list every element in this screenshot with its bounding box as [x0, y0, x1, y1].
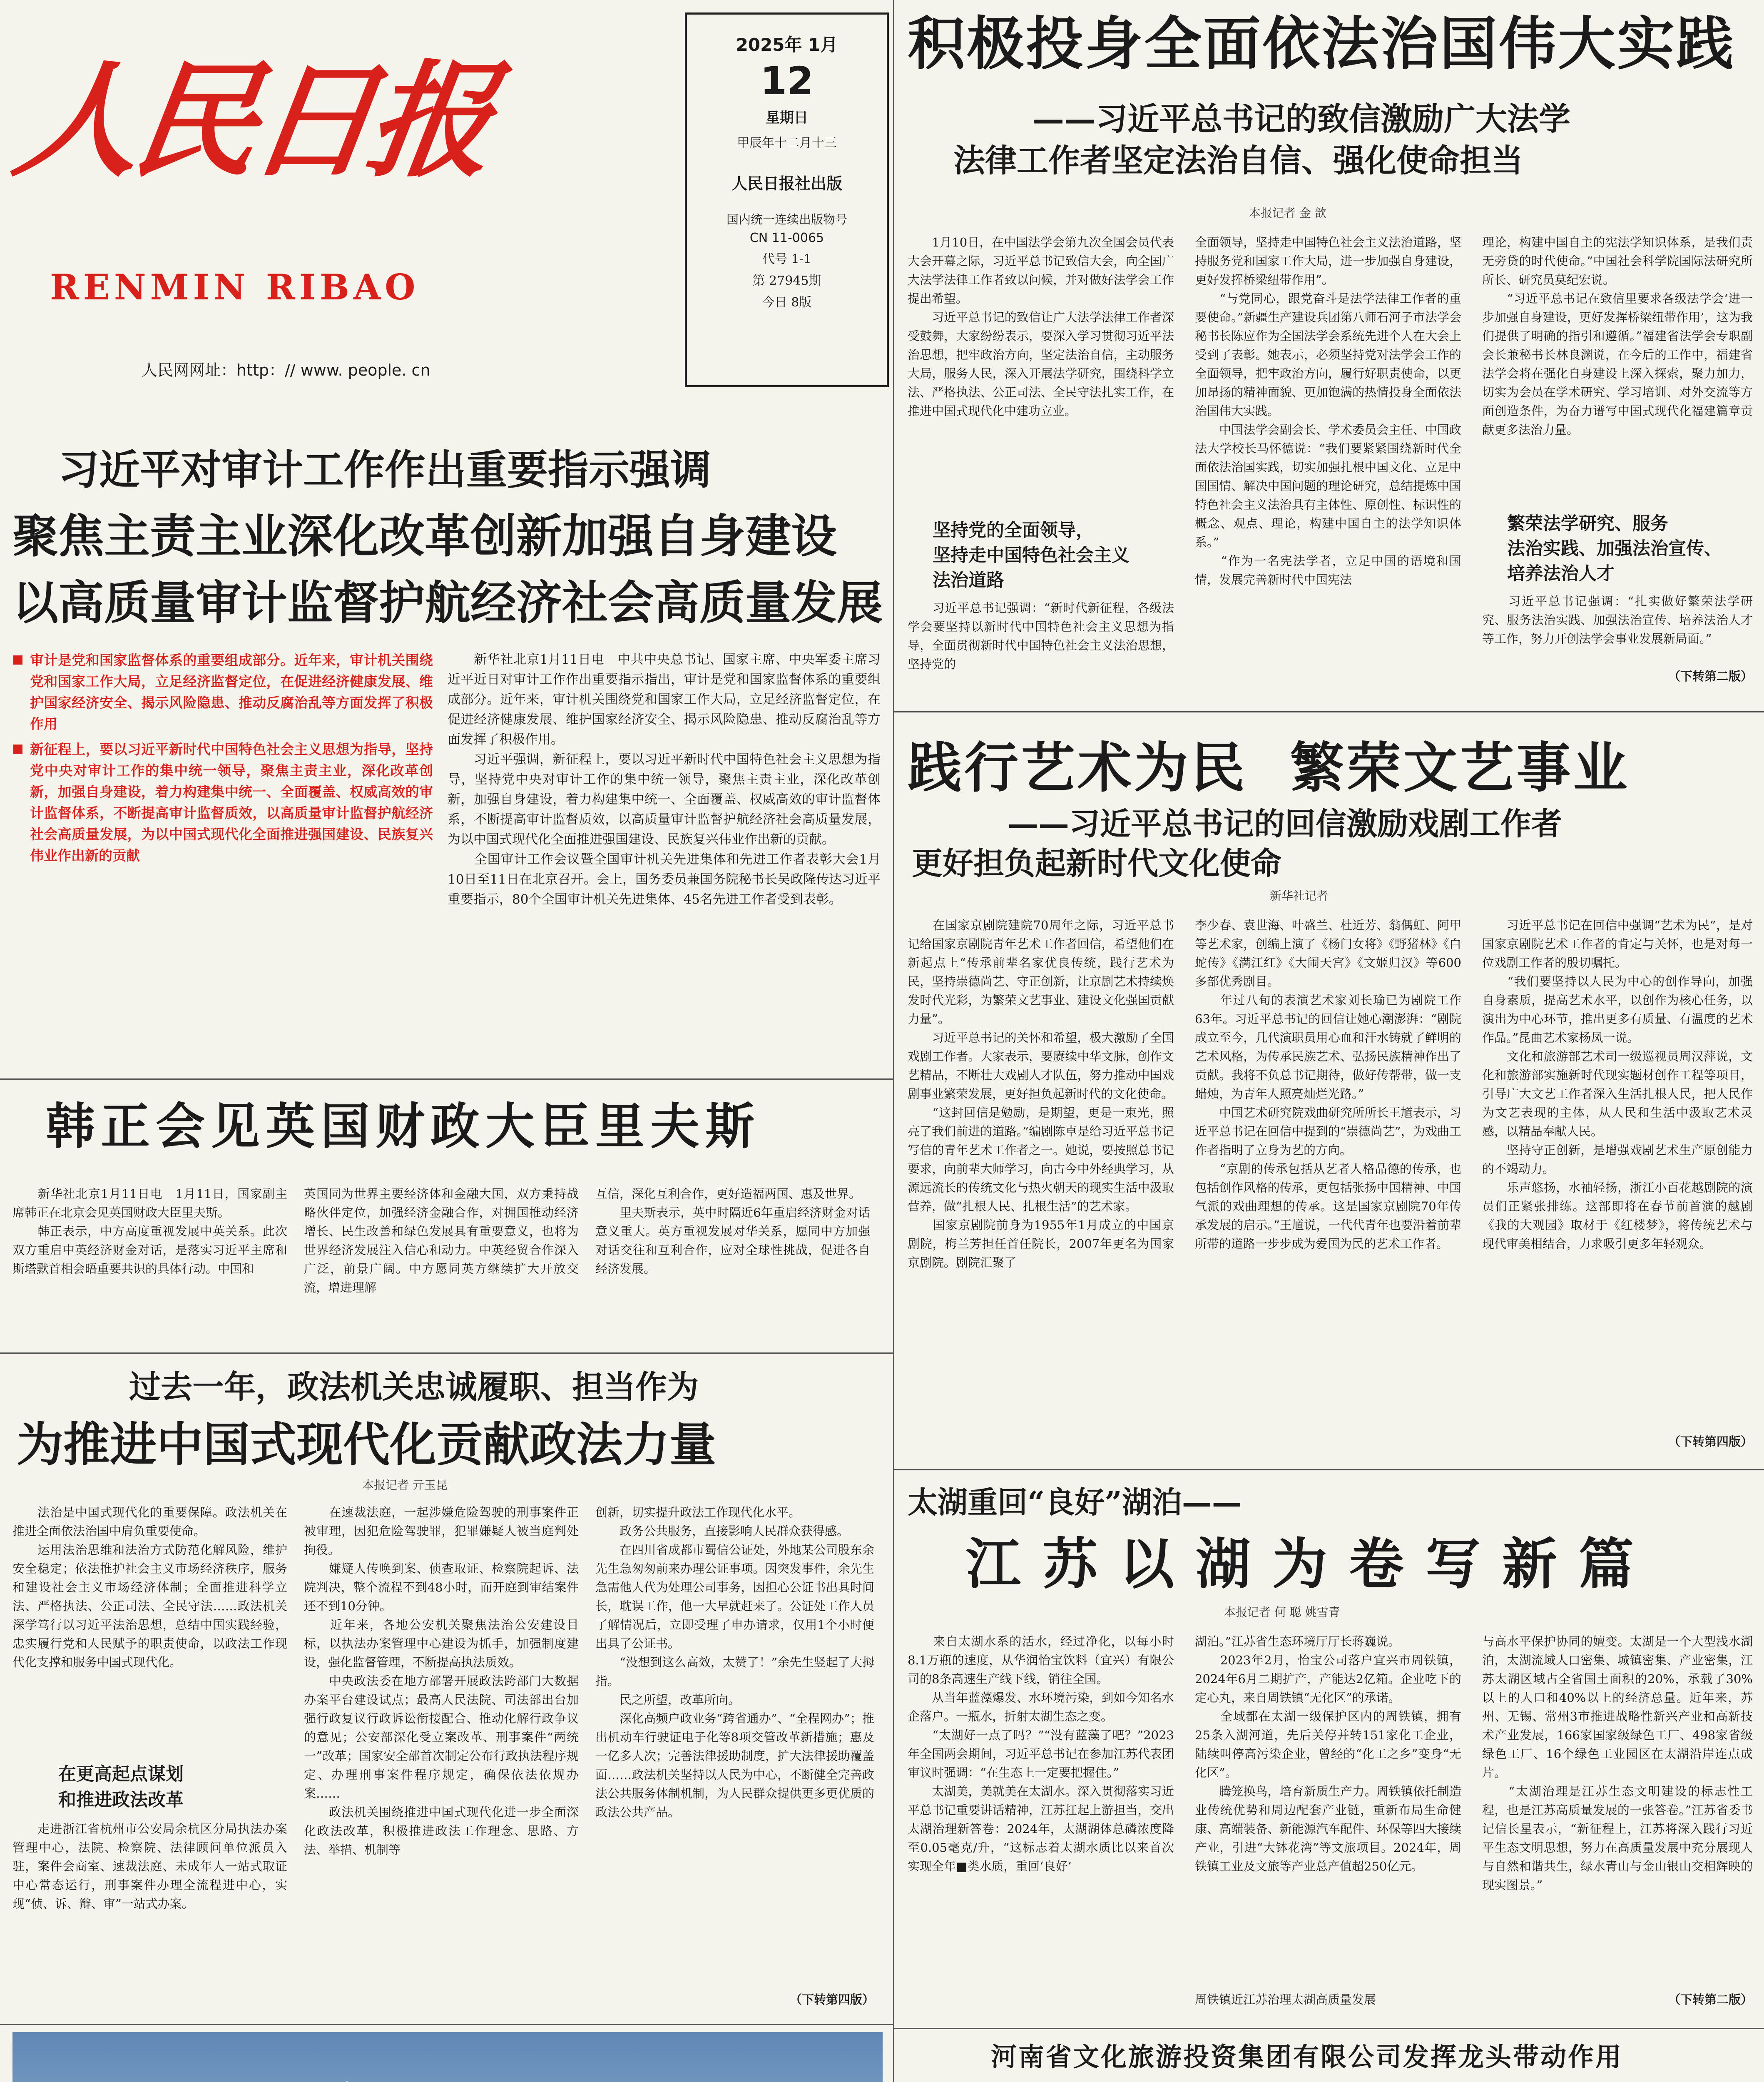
article-legal-subhead-1: 坚持党的全面领导， 坚持走中国特色社会主义 法治道路 [933, 520, 1130, 591]
wind-farm-illustration [12, 2032, 883, 2082]
article-taihu-photo-label: 周铁镇近江苏治理太湖高质量发展 [1195, 1992, 1376, 2007]
article-legal-subtitle-2: 法律工作者坚定法治自信、强化使命担当 [953, 142, 1523, 179]
article-arts-jump[interactable]: （下转第四版） [1668, 1434, 1753, 1449]
masthead-website[interactable]: 人民网网址：http：// www. people. cn [142, 361, 430, 379]
article-meeting[interactable] [12, 1087, 883, 1345]
article-arts-byline: 新华社记者 [1270, 889, 1329, 903]
article-legal-col3b: 习近平总书记强调：“扎实做好繁荣法学研究、服务法治实践、加强法治宣传、培养法治人才等工作，努力开创法学会事业发展新局面。” [1482, 594, 1753, 646]
masthead-logo [6, 12, 516, 246]
article-audit-bullets [12, 650, 433, 870]
article-meeting-title: 韩正会见英国财政大臣里夫斯 [46, 1097, 761, 1155]
article-politics-law-col2: 在速裁法庭，一起涉嫌危险驾驶的刑事案件正被审理，因犯危险驾驶罪，犯罪嫌疑人被当庭判处拘役。 嫌疑人传唤到案、侦查取证、检察院起诉、法院判决，整个流程不到48小时，而开庭到审结案件还不到10分钟。 近年来，各地公安机关聚焦法治公安建设目标，以执法办案管理中心建设为抓手，加强制度建设，强化监督管理，不断提高执法质效。 中央政法委在地方部署开展政法跨部门大数据办案平台建设试点；最高人民法院、司法部出台加强行政复议行政诉讼衔接配合、推动化解行政争议的意见；公安部深化受立案改革、刑事案件“两统一”改革；国家安全部首次制定公布行政执法程序规定、办理刑事案件程序规定，确保依法依规办案…… 政法机关围绕推进中国式现代化进一步全面深化政法改革，积极推进政法工作理念、思路、方法、举措、机制等 [304, 1505, 579, 1857]
article-arts-col1: 在国家京剧院建院70周年之际，习近平总书记给国家京剧院青年艺术工作者回信，希望他们在新起点上“传承前辈名家优良传统，践行艺术为民，坚持崇德尚艺、守正创新，让京剧艺术持续焕发时代光彩，为繁荣文艺事业、建设文化强国贡献力量”。 习近平总书记的关怀和希望，极大激励了全国戏剧工作者。大家表示，要赓续中华文脉，创作文艺精品，不断壮大戏剧人才队伍，努力推动中国戏剧事业繁荣发展，更好担负起新时代的文化使命。 “这封回信是勉励，是期望，更是一束光，照亮了我们前进的道路。”编剧陈卓是给习近平总书记写信的青年艺术工作者之一。她说，要按照总书记要求，向前辈大师学习，向古今中外经典学习，从源远流长的传统文化与热火朝天的现实生活中汲取营养，做“扎根人民、扎根生活”的艺术家。 国家京剧院前身为1955年1月成立的中国京剧院，梅兰芳担任首任院长，2007年更名为国家京剧院。剧院汇聚了 [908, 918, 1174, 1270]
article-audit-title-1: 聚焦主责主业深化改革创新加强自身建设 [12, 509, 837, 563]
article-taihu-col1: 来自太湖水系的活水，经过净化，以每小时8.1万瓶的速度，从华润怡宝饮料（宜兴）有限公司的8条高速生产线下线，销往全国。 从当年蓝藻爆发、水环境污染，到如今知名水企落户。一瓶水，折射太湖生态之变。 “太湖好一点了吗？”“没有蓝藻了吧？”2023年全国两会期间，习近平总书记在参加江苏代表团审议时强调：“在生态上一定要把握住。” 太湖美，美就美在太湖水。深入贯彻落实习近平总书记重要讲话精神，江苏扛起上游担当，交出太湖治理新答卷：2024年，太湖湖体总磷浓度降至0.05毫克/升，“这标志着太湖水质比以来首次实现全年■类水质，重回‘良好’ [908, 1634, 1174, 1873]
article-meeting-col1: 新华社北京1月11日电 1月11日，国家副主席韩正在北京会见英国财政大臣里夫斯。 韩正表示，中方高度重视发展中英关系。此次双方重启中英经济财金对话，是落实习近平主席和斯塔默首相会晤重要共识的具体行动。中国和 [12, 1187, 287, 1276]
article-taihu-col2: 湖泊。”江苏省生态环境厅厅长蒋巍说。 2023年2月，怡宝公司落户宜兴市周铁镇，2024年6月二期扩产，产能达2亿箱。企业吃下的定心丸，来自周铁镇“无化区”的承诺。 全域都在太湖一级保护区内的周铁镇，拥有25条入湖河道，先后关停并转151家化工企业，陆续叫停高污染企业，曾经的“化工之乡”变身“无化区”。 腾笼换鸟，培育新质生产力。周铁镇依托制造业传统优势和周边配套产业链，重新布局生命健康、高端装备、新能源汽车配件、环保等四大接续产业，引进“大钵花湾”等文旅项目。2024年，周铁镇工业及文旅等产业总产值超250亿元。 [1195, 1634, 1461, 1873]
article-audit-bullet: 审计是党和国家监督体系的重要组成部分。近年来，审计机关围绕党和国家工作大局，立足经济监督定位，在促进经济健康发展、维护国家经济安全、揭示风险隐患、推动反腐治乱等方面发挥了积极作用 [12, 650, 433, 735]
article-taihu-jump[interactable]: （下转第二版） [1668, 1992, 1753, 2007]
article-politics-law-col3: 创新，切实提升政法工作现代化水平。 政务公共服务，直接影响人民群众获得感。 在四川省成都市蜀信公证处，外地某公司股东余先生急匆匆前来办理公证事项。因突发事件，余先生急需他人代为处理公司事务，因担心公证书出具时间长，耽误工作，他一大早就赶来了。公证处工作人员了解情况后，立即受理了申办请求，仅用1个小时便出具了公证书。 “没想到这么高效，太赞了！”余先生竖起了大拇指。 民之所望，改革所向。 深化高频户政业务“跨省通办”、“全程网办”；推出机动车行驶证电子化等8项交管改革新措施；惠及一亿多人次；完善法律援助制度，扩大法律援助覆盖面……政法机关坚持以人民为中心，不断健全完善政法公共服务体制机制，为人民群众提供更多更优质的政法公共产品。 [595, 1505, 874, 1819]
article-politics-law-title: 为推进中国式现代化贡献政法力量 [17, 1417, 716, 1472]
article-taihu[interactable] [908, 1478, 1757, 2020]
article-legal-title: 积极投身全面依法治国伟大实践 [908, 10, 1736, 77]
section-divider [893, 711, 1764, 712]
article-arts-title: 践行艺术为民 繁荣文艺事业 [908, 736, 1630, 799]
article-meeting-col3: 互信，深化互利合作，更好造福两国、惠及世界。 里夫斯表示，英中时隔近6年重启经济财金对话意义重大。英方重视发展对华关系，愿同中方加强对话交往和互利合作，应对全球性挑战，促进各自经济发展。 [595, 1187, 870, 1276]
article-legal-col1b: 习近平总书记强调：“新时代新征程，各级法学会要坚持以新时代中国特色社会主义思想为指导，全面贯彻新时代中国特色社会主义法治思想，坚持党的 [908, 601, 1174, 671]
article-meeting-col2: 英国同为世界主要经济体和金融大国，双方秉持战略伙伴定位，加强经济金融合作，对拥国推动经济增长、民生改善和绿色发展具有重要意义，也将为世界经济发展注入信心和动力。中英经贸合作深入广泛，前景广阔。中方愿同英方继续扩大开放交流，增进理解 [304, 1187, 579, 1295]
article-arts-subtitle-2: 更好担负起新时代文化使命 [912, 846, 1281, 882]
article-audit-title-2: 以高质量审计监督护航经济社会高质量发展 [12, 576, 883, 630]
article-henan-title [933, 2072, 1737, 2082]
article-audit[interactable] [12, 433, 883, 1070]
article-politics-law-byline: 本报记者 亓玉昆 [362, 1478, 448, 1492]
article-legal-subtitle-1: ——习近平总书记的致信激励广大法学 [1033, 100, 1570, 137]
serial-cn: CN 11-0065 [749, 231, 824, 245]
issue: 第 27945期 [752, 274, 821, 288]
masthead-romanization: RENMIN RIBAO [50, 266, 420, 308]
article-taihu-col3: 与高水平保护协同的嬗变。太湖是一个大型浅水湖泊，太湖流域人口密集、城镇密集、产业密集，江苏太湖区域占全省国土面积的20%，承载了30%以上的人口和40%以上的经济总量。近年来，苏州、无锡、常州3市推进战略性新兴产业和高新技术产业发展，166家国家级绿色工厂、498家省级绿色工厂、16个绿色工业园区在太湖沿岸连点成片。 “太湖治理是江苏生态文明建设的标志性工程，也是江苏高质量发展的一张答卷。”江苏省委书记信长星表示，“新征程上，江苏将深入践行习近平生态文明思想，努力在高质量发展中充分展现人与自然和谐共生，绿水青山与金山银山交相辉映的现实图景。” [1482, 1634, 1753, 1892]
date-weekday: 星期日 [766, 110, 808, 126]
code: 代号 1-1 [762, 252, 811, 266]
article-legal-col3: 理论，构建中国自主的宪法学知识体系，是我们责无旁贷的时代使命。”中国社会科学院国际法研究所所长、研究员莫纪宏说。 “习近平总书记在致信里要求各级法学会‘进一步加强自身建设，更好发挥桥梁纽带作用’，这为我们提供了明确的指引和遵循。”福建省法学会专职副会长兼秘书长林良渊说，在今后的工作中，福建省法学会将在强化自身建设上深入探索，聚力加力，切实为会员在学术研究、学习培训、对外交流等方面创造条件，为奋力谱写中国式现代化福建篇章贡献更多法治力量。 [1482, 235, 1753, 437]
publisher: 人民日报社出版 [731, 174, 842, 193]
article-legal[interactable] [908, 8, 1757, 704]
section-divider [0, 1078, 893, 1080]
article-henan-kicker: 河南省文化旅游投资集团有限公司发挥龙头带动作用 [991, 2042, 1623, 2072]
article-henan[interactable] [908, 2036, 1757, 2082]
article-taihu-byline: 本报记者 何 聪 姚雪青 [1224, 1605, 1340, 1619]
article-politics-law-subhead: 在更高起点谋划 和推进政法改革 [58, 1764, 184, 1811]
article-legal-subhead-2: 繁荣法学研究、服务 法治实践、加强法治宣传、 培养法治人才 [1507, 513, 1722, 584]
article-taihu-title: 江苏以湖为卷写新篇 [966, 1532, 1655, 1596]
article-audit-bullet: 新征程上，要以习近平新时代中国特色社会主义思想为指导，坚持党中央对审计工作的集中统一领导，聚焦主责主业，深化改革创新，加强自身建设，着力构建集中统一、全面覆盖、权威高效的审计监督体系，不断提高审计监督质效，以高质量审计监督护航经济社会高质量发展，为以中国式现代化全面推进强国建设、民族复兴伟业作出新的贡献 [12, 739, 433, 866]
masthead-logo-text: 人民日报 [6, 47, 497, 194]
section-divider [893, 1469, 1764, 1470]
article-arts-col2: 李少春、袁世海、叶盛兰、杜近芳、翁偶虹、阿甲等艺术家，创编上演了《杨门女将》《野猪林》《白蛇传》《满江红》《大闹天宫》《文姬归汉》等600多部优秀剧目。 年过八旬的表演艺术家刘长瑜已为剧院工作63年。习近平总书记的回信让她心潮澎湃：“剧院成立至今，几代演职员用心血和汗水铸就了鲜明的艺术风格，为传承民族艺术、弘扬民族精神作出了贡献。我将不负总书记期待，做好传帮带，做一支蜡烛，为青年人照亮灿烂光路。” 中国艺术研究院戏曲研究所所长王馗表示，习近平总书记在回信中提到的“崇德尚艺”，为戏曲工作者指明了立身为艺的方向。 “京剧的传承包括从艺者人格品德的传承，也包括创作风格的传承，更包括张扬中国精神、中国气派的戏曲理想的传承。这是国家京剧院70年传承发展的启示。”王馗说，一代代青年也要沿着前辈所带的道路一步步成为爱国为民的艺术工作者。 [1195, 918, 1461, 1251]
date-day: 12 [760, 59, 814, 103]
article-arts[interactable] [908, 720, 1757, 1462]
article-politics-law-col1: 法治是中国式现代化的重要保障。政法机关在推进全面依法治国中肩负重要使命。 运用法治思维和法治方式防范化解风险，维护安全稳定；依法推护社会主义市场经济秩序，服务和建设社会主义市场经济体制；全面推进科学立法、严格执法、公正司法、全民守法……政法机关深学笃行以习近平法治思想，总结中国实践经验，忠实履行党和人民赋予的职责使命，以政法工作现代化支撑和服务中国式现代化。 [12, 1505, 287, 1669]
article-legal-byline: 本报记者 金 歆 [1249, 206, 1326, 220]
section-divider [893, 2028, 1764, 2029]
article-politics-law[interactable] [12, 1362, 883, 2015]
section-divider [0, 1352, 893, 1354]
article-legal-col1: 1月10日，在中国法学会第九次全国会员代表大会开幕之际，习近平总书记致信大会，向全国广大法学法律工作者致以问候，并对做好法学会工作提出希望。 习近平总书记的致信让广大法学法律工作者深受鼓舞，大家纷纷表示，要深入学习贯彻习近平法治思想，把牢政治方向，坚定法治自信，主动服务大局，服务人民，深入开展法学研究，围绕科学立法、严格执法、公正司法、全民守法扎实工作，在推进中国式现代化中建功立业。 [908, 235, 1174, 418]
pages: 今日 8版 [762, 295, 812, 310]
article-legal-col2: 全面领导，坚持走中国特色社会主义法治道路，坚持服务党和国家工作大局，进一步加强自身建设，更好发挥桥梁纽带作用”。 “与党同心，跟党奋斗是法学法律工作者的重要使命。”新疆生产建设兵团第八师石河子市法学会秘书长陈应作为全国法学会系统先进个人在大会上受到了表彰。她表示，必须坚持党对法学会工作的全面领导，把牢政治方向，履行好职责使命，以更加昂扬的精神面貌、更加饱满的热情投身全面依法治国伟大实践。 中国法学会副会长、学术委员会主任、中国政法大学校长马怀德说：“我们要紧紧围绕新时代全面依法治国实践，切实加强扎根中国文化、立足中国国情、解决中国问题的理论研究，总结提炼中国特色社会主义法治具有主体性、原创性、标识性的概念、观点、理论，构建中国自主的法学知识体系。” “作为一名宪法学者，立足中国的语境和国情，发展完善新时代中国宪法 [1195, 235, 1461, 587]
article-audit-body: 新华社北京1月11日电 中共中央总书记、国家主席、中央军委主席习近平近日对审计工作作出重要指示指出，审计是党和国家监督体系的重要组成部分。近年来，审计机关围绕党和国家工作大局，立足经济监督定位，在促进经济健康发展、维护国家经济安全、揭示风险隐患、推动反腐治乱等方面发挥了积极作用。 习近平强调，新征程上，要以习近平新时代中国特色社会主义思想为指导，坚持党中央对审计工作的集中统一领导，聚焦主责主业，深化改革创新，加强自身建设，着力构建集中统一、全面覆盖、权威高效的审计监督体系，不断提高审计监督质效，以高质量审计监督护航经济社会高质量发展，为以中国式现代化全面推进强国建设、民族复兴伟业作出新的贡献。 全国审计工作会议暨全国审计机关先进集体和先进工作者表彰大会1月10日至11日在北京召开。会上，国务委员兼国务院秘书长吴政隆传达习近平重要指示，80个全国审计机关先进集体、45名先进工作者受到表彰。 [448, 652, 881, 907]
article-arts-col3: 习近平总书记在回信中强调“艺术为民”，是对国家京剧院艺术工作者的肯定与关怀，也是对每一位戏剧工作者的殷切嘱托。 “我们要坚持以人民为中心的创作导向，加强自身素质，提高艺术水平，以创作为核心任务，以演出为中心环节，推出更多有质量、有温度的艺术作品。”昆曲艺术家杨凤一说。 文化和旅游部艺术司一级巡视员周汉萍说，文化和旅游部实施新时代现实题材创作工程等项目，引导广大文艺工作者深入生活扎根人民，把人民作为文艺表现的主体，从人民和生活中汲取艺术灵感，以精品奉献人民。 坚持守正创新，是增强戏剧艺术生产原创能力的不竭动力。 乐声悠扬，水袖轻扬，浙江小百花越剧院的演员们正紧张排练。这部即将在春节前首演的越剧《我的大观园》取材于《红楼梦》，将传统艺术与现代审美相结合，力求吸引更多年轻观众。 [1482, 918, 1753, 1251]
article-politics-law-col1b: 走进浙江省杭州市公安局余杭区分局执法办案管理中心，法院、检察院、法律顾问单位派员入驻，案件会商室、速裁法庭、未成年人一站式取证中心常态运行，刑事案件办理全流程进中心，实现“侦、诉、辩、审”一站式办案。 [12, 1822, 287, 1911]
serial-label: 国内统一连续出版物号 [726, 212, 847, 227]
masthead [0, 0, 847, 416]
article-politics-law-kicker: 过去一年，政法机关忠诚履职、担当作为 [129, 1368, 699, 1405]
article-arts-subtitle-1: ——习近平总书记的回信激励戏剧工作者 [1008, 806, 1562, 842]
column-divider [893, 0, 894, 2082]
section-divider [0, 2024, 893, 2025]
article-audit-kicker: 习近平对审计工作作出重要指示强调 [58, 446, 712, 494]
article-taihu-kicker: 太湖重回“良好”湖泊—— [908, 1484, 1242, 1520]
date-box [685, 12, 889, 387]
article-politics-law-jump[interactable]: （下转第四版） [789, 1992, 874, 2007]
date-lunar: 甲辰年十二月十三 [737, 136, 837, 150]
wind-farm-photo [12, 2032, 883, 2082]
date-year-month: 2025年 1月 [736, 35, 838, 55]
article-legal-jump[interactable]: （下转第二版） [1668, 669, 1753, 683]
